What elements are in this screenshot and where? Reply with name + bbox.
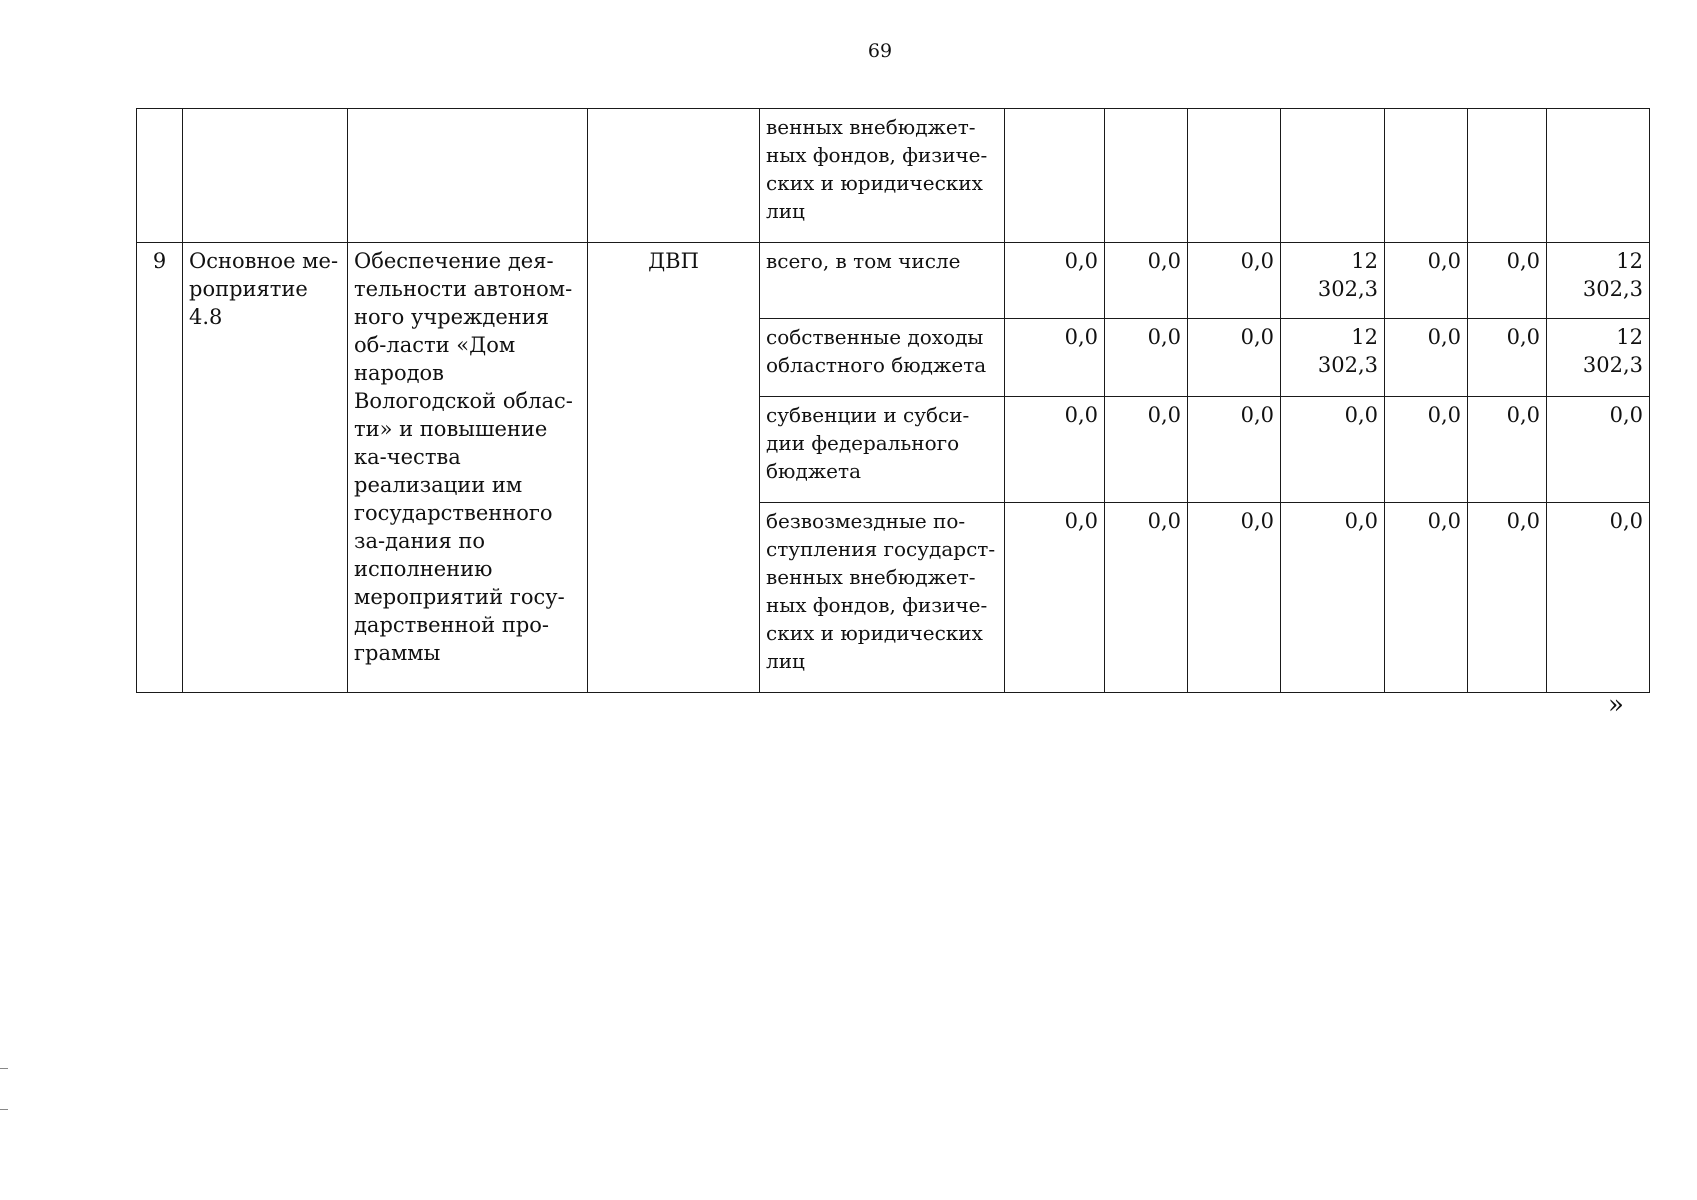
value-cell: 0,0 xyxy=(1385,319,1468,397)
cell-empty xyxy=(348,109,588,243)
cell-empty xyxy=(1105,109,1188,243)
value-cell: 0,0 xyxy=(1468,503,1547,693)
value-cell: 0,0 xyxy=(1188,397,1281,503)
value-cell: 0,0 xyxy=(1188,319,1281,397)
funding-source-label: всего, в том числе xyxy=(760,243,1005,319)
funding-source-label: субвенции и субси-дии федерального бюджета xyxy=(760,397,1005,503)
value-cell: 0,0 xyxy=(1188,243,1281,319)
budget-table xyxy=(136,108,1650,693)
cell-empty xyxy=(1547,109,1650,243)
value-cell: 0,0 xyxy=(1188,503,1281,693)
page-number: 69 xyxy=(867,40,893,62)
value-cell: 0,0 xyxy=(1547,503,1650,693)
value-cell: 0,0 xyxy=(1105,319,1188,397)
value-cell: 12 302,3 xyxy=(1547,243,1650,319)
funding-source-label: собственные доходы областного бюджета xyxy=(760,319,1005,397)
cell-empty xyxy=(588,109,760,243)
value-cell: 0,0 xyxy=(1281,503,1385,693)
cell-empty xyxy=(137,109,183,243)
closing-quote: » xyxy=(1608,690,1624,720)
cell-empty xyxy=(1005,109,1105,243)
value-cell: 0,0 xyxy=(1385,503,1468,693)
value-cell: 0,0 xyxy=(1005,397,1105,503)
value-cell: 0,0 xyxy=(1005,319,1105,397)
value-cell: 0,0 xyxy=(1385,397,1468,503)
value-cell: 0,0 xyxy=(1281,397,1385,503)
executor: ДВП xyxy=(588,243,760,693)
value-cell: 0,0 xyxy=(1547,397,1650,503)
value-cell: 0,0 xyxy=(1468,243,1547,319)
funding-source-label: безвозмездные по-ступления государст-венных внебюджет-ных фондов, физиче-ских и юридических лиц xyxy=(760,503,1005,693)
event-title: Обеспечение дея-тельности автоном-ного учреждения об-ласти «Дом народов Вологодской облас-ти» и повышение ка-чества реализации им государственного за-дания по исполнению мероприятий госу-дарственной про-граммы xyxy=(348,243,588,693)
value-cell: 12 302,3 xyxy=(1281,243,1385,319)
scan-margin-marks xyxy=(0,1068,8,1110)
funding-source-label: венных внебюджет-ных фондов, физиче-ских и юридических лиц xyxy=(760,109,1005,243)
value-cell: 0,0 xyxy=(1105,503,1188,693)
value-cell: 0,0 xyxy=(1105,243,1188,319)
value-cell: 0,0 xyxy=(1468,319,1547,397)
value-cell: 0,0 xyxy=(1385,243,1468,319)
cell-empty xyxy=(1468,109,1547,243)
cell-empty xyxy=(1385,109,1468,243)
event-name: Основное ме-роприятие 4.8 xyxy=(183,243,348,693)
value-cell: 0,0 xyxy=(1468,397,1547,503)
table-row xyxy=(137,243,1650,319)
cell-empty xyxy=(183,109,348,243)
value-cell: 12 302,3 xyxy=(1281,319,1385,397)
value-cell: 12 302,3 xyxy=(1547,319,1650,397)
table-row-continuation xyxy=(137,109,1650,243)
value-cell: 0,0 xyxy=(1005,503,1105,693)
cell-empty xyxy=(1281,109,1385,243)
value-cell: 0,0 xyxy=(1005,243,1105,319)
value-cell: 0,0 xyxy=(1105,397,1188,503)
row-index: 9 xyxy=(137,243,183,693)
cell-empty xyxy=(1188,109,1281,243)
